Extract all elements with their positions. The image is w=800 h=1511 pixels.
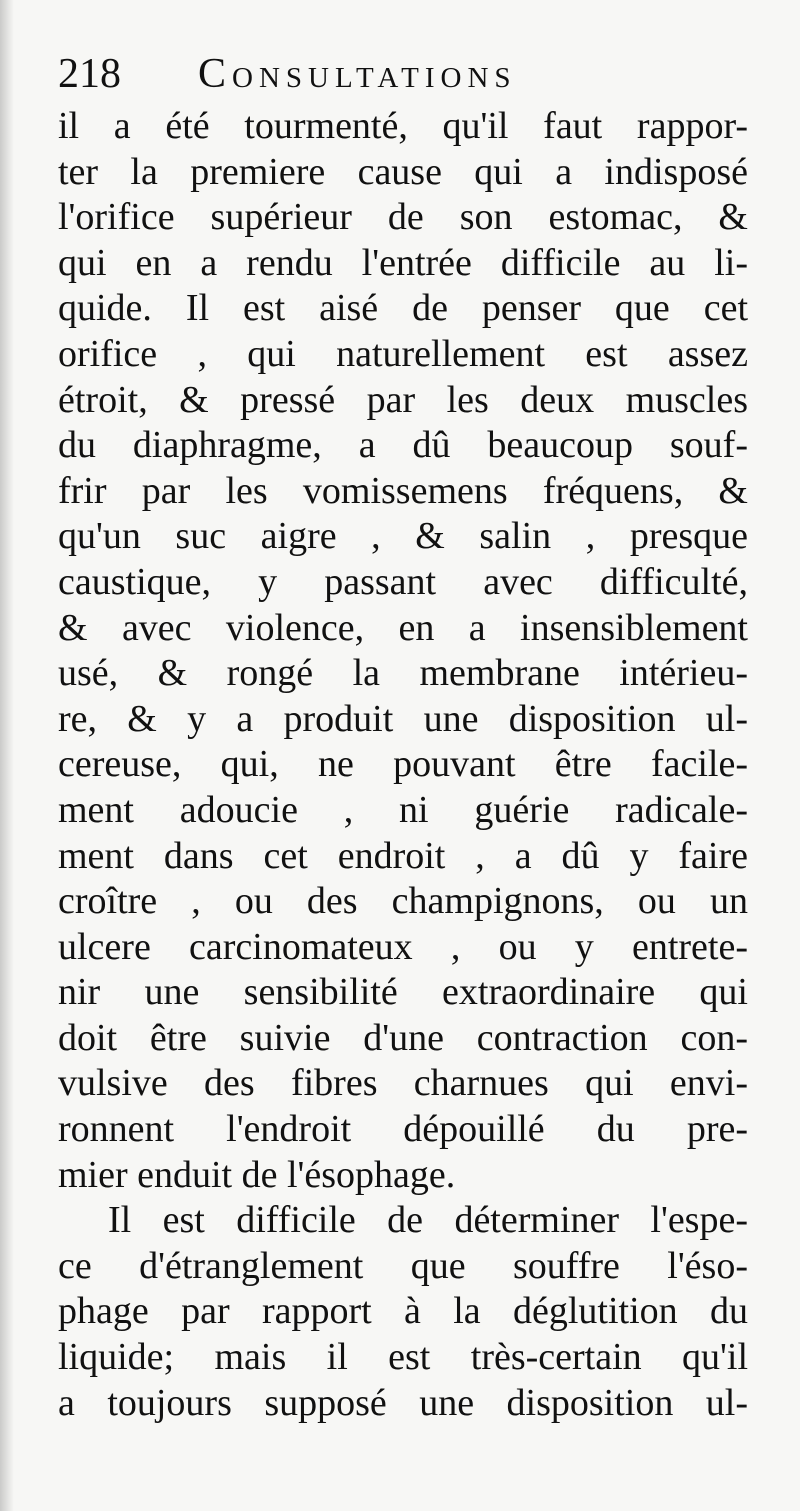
text-line: nir une sensibilité extraordinaire qui [58, 971, 748, 1014]
text-line: il a été tourmenté, qu'il faut rappor- [58, 105, 748, 147]
text-line: croître , ou des champignons, ou un [58, 880, 748, 923]
text-line: ce d'étranglement que souffre l'éso- [58, 1244, 748, 1287]
text-line: ment dans cet endroit , a dû y faire [58, 834, 748, 877]
text-line: vulsive des fibres charnues qui envi- [58, 1062, 748, 1105]
text-line: l'orifice supérieur de son estomac, & [58, 196, 748, 239]
text-line: liquide; mais il est très-certain qu'il [58, 1336, 748, 1379]
text-line: ronnent l'endroit dépouillé du pre- [58, 1108, 748, 1151]
text-line: qui en a rendu l'entrée difficile au li- [58, 241, 748, 284]
text-line: ulcere carcinomateux , ou y entrete- [58, 925, 748, 968]
page-number: 218 [58, 51, 121, 97]
running-head: Consultations [198, 51, 517, 97]
text-line: usé, & rongé la membrane intérieu- [58, 652, 748, 695]
paragraph [58, 104, 748, 1198]
text-line: ter la premiere cause qui a indisposé [58, 150, 748, 193]
text-line: mier enduit de l'ésophage. [58, 1153, 456, 1196]
text-line: qu'un suc aigre , & salin , presque [58, 515, 748, 558]
text-line: cereuse, qui, ne pouvant être facile- [58, 743, 748, 786]
text-line: phage par rapport à la déglutition du [58, 1290, 748, 1333]
text-line: re, & y a produit une disposition ul- [58, 697, 748, 740]
text-line: quide. Il est aisé de penser que cet [58, 287, 748, 330]
text-line: frir par les vomissemens fréquens, & [58, 469, 748, 512]
text-line: orifice , qui naturellement est assez [58, 332, 748, 375]
text-line: & avec violence, en a insensiblement [58, 606, 748, 649]
text-line: du diaphragme, a dû beaucoup souf- [58, 424, 748, 467]
body-text [58, 104, 748, 1426]
text-line: ment adoucie , ni guérie radicale- [58, 788, 748, 831]
text-line: a toujours supposé une disposition ul- [58, 1381, 748, 1424]
page-header [58, 44, 758, 104]
text-line: caustique, y passant avec difficulté, [58, 560, 748, 603]
text-line: Il est difficile de déterminer l'espe- [108, 1199, 748, 1242]
paragraph [58, 1198, 748, 1426]
text-line: étroit, & pressé par les deux muscles [58, 378, 748, 421]
text-line: doit être suivie d'une contraction con- [58, 1016, 748, 1059]
